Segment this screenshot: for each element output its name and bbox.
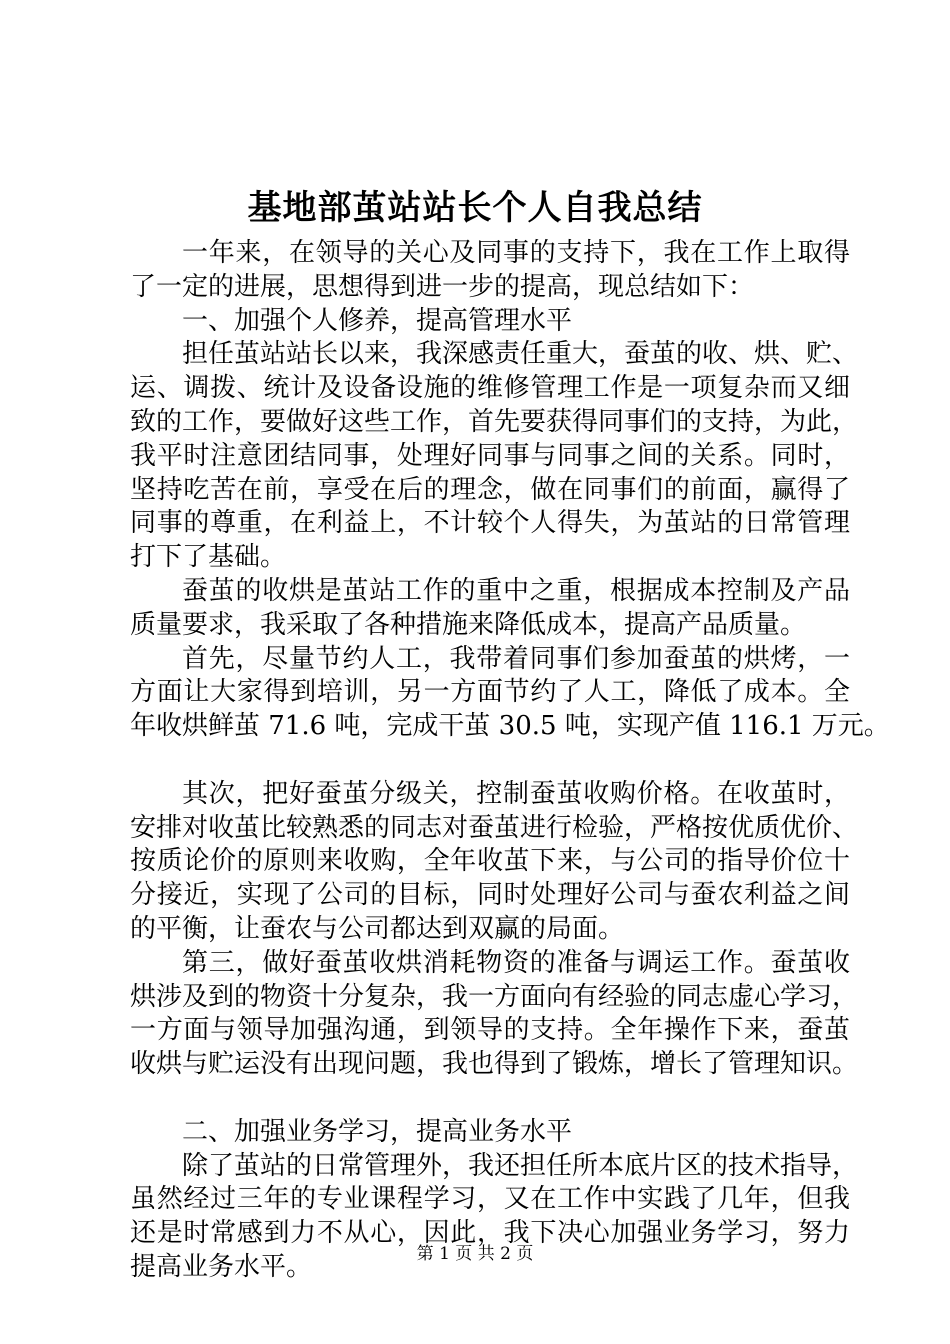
paragraph-line: 同事的尊重，在利益上，不计较个人得失，为茧站的日常管理: [130, 508, 850, 539]
paragraph-line: 坚持吃苦在前，享受在后的理念，做在同事们的前面，赢得了: [130, 474, 850, 505]
section-heading: 一、加强个人修养，提高管理水平: [182, 305, 573, 336]
paragraph-line: 方面让大家得到培训，另一方面节约了人工，降低了成本。全: [130, 677, 850, 708]
paragraph-line: 第三，做好蚕茧收烘消耗物资的准备与调运工作。蚕茧收: [182, 947, 850, 978]
paragraph-line: 的平衡，让蚕农与公司都达到双赢的局面。: [130, 913, 625, 944]
paragraph-line: 收烘与贮运没有出现问题，我也得到了锻炼，增长了管理知识。: [130, 1049, 859, 1080]
paragraph-line: 致的工作，要做好这些工作，首先要获得同事们的支持，为此，: [130, 406, 859, 437]
paragraph-line: 担任茧站站长以来，我深感责任重大，蚕茧的收、烘、贮、: [182, 339, 859, 370]
paragraph-line: 按质论价的原则来收购，全年收茧下来，与公司的指导价位十: [130, 846, 850, 877]
paragraph-line: 提高业务水平。: [130, 1251, 313, 1282]
paragraph-line: 一方面与领导加强沟通，到领导的支持。全年操作下来，蚕茧: [130, 1015, 850, 1046]
paragraph-line: 年收烘鲜茧 71.6 吨，完成干茧 30.5 吨，实现产值 116.1 万元。: [130, 711, 890, 742]
paragraph-line: 除了茧站的日常管理外，我还担任所本底片区的技术指导，: [182, 1150, 859, 1181]
paragraph-line: 一年来，在领导的关心及同事的支持下，我在工作上取得: [182, 238, 850, 268]
paragraph-spacer: [130, 744, 850, 778]
paragraph-line: 安排对收茧比较熟悉的同志对蚕茧进行检验，严格按优质优价、: [130, 812, 859, 843]
paragraph-line: 还是时常感到力不从心，因此，我下决心加强业务学习，努力: [130, 1218, 850, 1249]
paragraph-line: 蚕茧的收烘是茧站工作的重中之重，根据成本控制及产品: [182, 575, 850, 606]
document-title: 基地部茧站站长个人自我总结: [247, 188, 703, 228]
paragraph-line: 了一定的进展，思想得到进一步的提高，现总结如下：: [130, 271, 755, 302]
paragraph-line: 运、调拨、统计及设备设施的维修管理工作是一项复杂而又细: [130, 373, 850, 404]
section-heading: 二、加强业务学习，提高业务水平: [182, 1116, 573, 1147]
paragraph-spacer: [130, 1082, 850, 1116]
paragraph-line: 烘涉及到的物资十分复杂，我一方面向有经验的同志虚心学习，: [130, 981, 859, 1012]
paragraph-line: 分接近，实现了公司的目标，同时处理好公司与蚕农利益之间: [130, 880, 850, 911]
paragraph-line: 质量要求，我采取了各种措施来降低成本，提高产品质量。: [130, 609, 807, 640]
paragraph-line: 打下了基础。: [130, 542, 287, 573]
paragraph-line: 其次，把好蚕茧分级关，控制蚕茧收购价格。在收茧时，: [182, 778, 850, 809]
paragraph-line: 我平时注意团结同事，处理好同事与同事之间的关系。同时，: [130, 440, 850, 471]
paragraph-line: 首先，尽量节约人工，我带着同事们参加蚕茧的烘烤，一: [182, 643, 850, 674]
paragraph-line: 虽然经过三年的专业课程学习，又在工作中实践了几年，但我: [130, 1184, 850, 1215]
document-body: [130, 237, 890, 1285]
page-footer: 第 1 页 共 2 页: [416, 1244, 534, 1264]
